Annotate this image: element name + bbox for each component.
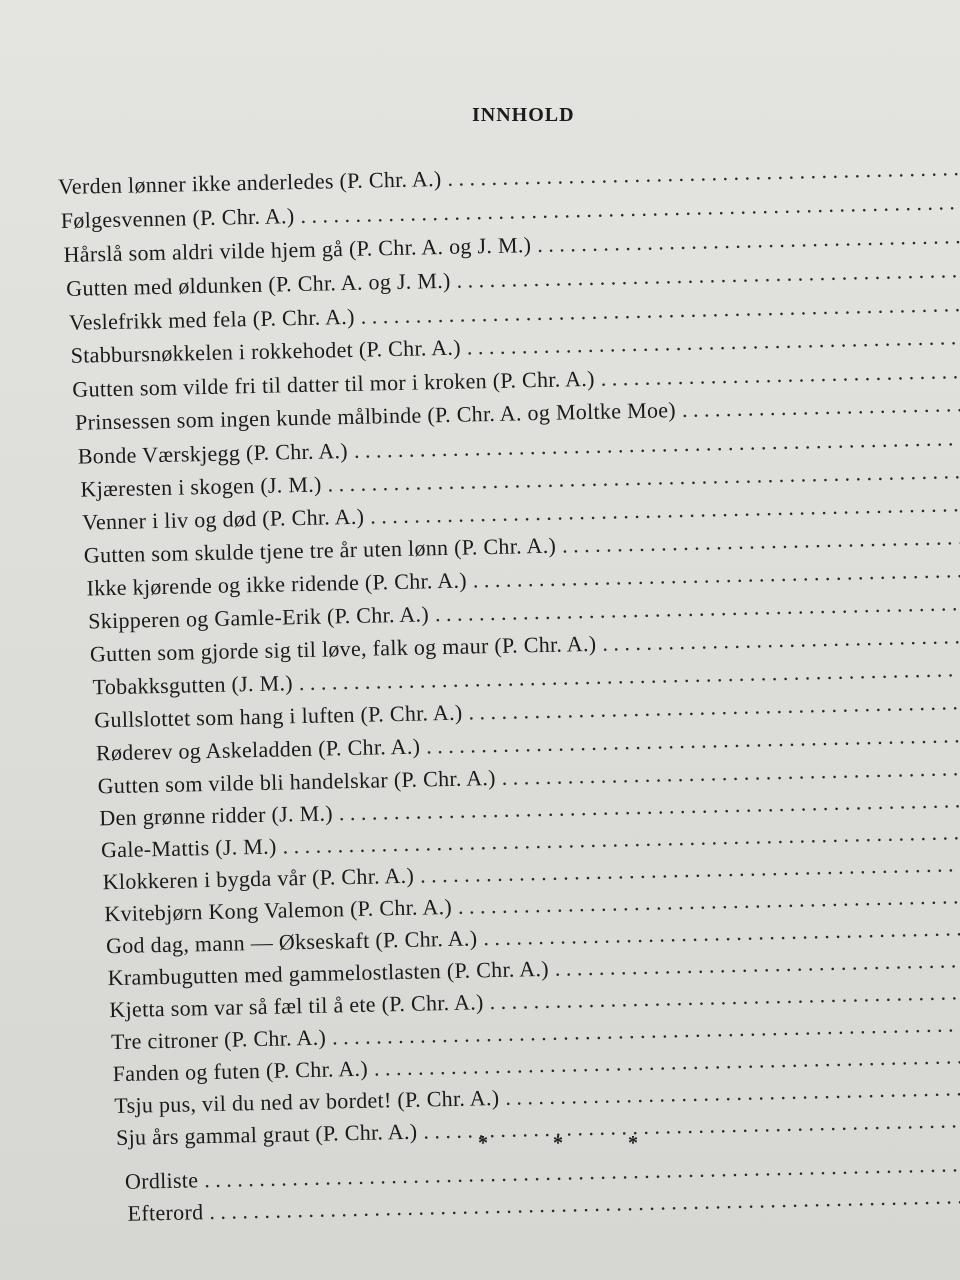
toc-entry-title: Prinsessen som ingen kunde målbinde (P. Chr. A. og Moltke Moe) (74, 397, 677, 435)
toc-entry-title: Tsju pus, vil du ned av bordet! (P. Chr. A.) (114, 1085, 500, 1119)
dot-leader (354, 423, 960, 464)
toc-entry-title: Den grønne ridder (J. M.) (99, 800, 334, 831)
dot-leader (600, 356, 960, 392)
dot-leader (370, 489, 960, 530)
dot-leader (456, 255, 960, 294)
toc-entry-title: Krambugutten med gammelostlasten (P. Chr. A.) (107, 955, 550, 991)
dot-leader (468, 686, 960, 725)
toc-entry-title: Skipperen og Gamle-Erik (P. Chr. A.) (87, 601, 430, 634)
toc-entry-title: Gutten som skulde tjene tre år uten lønn (P. Chr. A.) (83, 532, 557, 568)
toc-entry-title: Gullslottet som hang i luften (P. Chr. A.) (94, 699, 463, 733)
toc-entry-title: Gutten som vilde fri til datter til mor i kroken (P. Chr. A.) (72, 365, 595, 402)
toc-entry-title: Venner i liv og død (P. Chr. A.) (81, 503, 365, 535)
toc-entry-title: Verden lønner ikke anderledes (P. Chr. A.) (57, 166, 442, 200)
dot-leader (682, 389, 960, 423)
toc-entry-title: Røderev og Askeladden (P. Chr. A.) (95, 733, 421, 766)
dot-leader (562, 522, 960, 559)
toc-entry-title: Gale-Mattis (J. M.) (100, 833, 277, 863)
dot-leader (435, 588, 960, 628)
dot-leader (505, 1072, 960, 1111)
section-separator: * * * (478, 1132, 668, 1154)
toc-entry-title: Kjæresten i skogen (J. M.) (80, 471, 322, 502)
dot-leader (300, 187, 960, 229)
toc-entry-title: Gutten som gjorde sig til løve, falk og maur (P. Chr. A.) (89, 630, 597, 667)
dot-leader (602, 621, 960, 657)
dot-leader (555, 944, 960, 982)
toc-entry-title: Stabbursnøkkelen i rokkehodet (P. Chr. A.) (70, 334, 462, 368)
toc-entry-title: Hårslå som aldri vilde hjem gå (P. Chr. A. og J. M.) (63, 232, 532, 267)
toc-entry-title: Sju års gammal graut (P. Chr. A.) (115, 1118, 418, 1151)
toc-entry-title: Tobakksgutten (J. M.) (92, 670, 294, 700)
dot-leader (502, 752, 960, 790)
toc-entry-title: Fanden og futen (P. Chr. A.) (112, 1055, 369, 1087)
toc-entry-title: Ordliste (124, 1167, 199, 1194)
dot-leader (483, 912, 960, 951)
dot-leader (473, 555, 960, 594)
dot-leader (489, 976, 960, 1015)
dot-leader (360, 289, 960, 330)
toc-entry-title: Følgesvennen (P. Chr. A.) (60, 203, 295, 233)
dot-leader (426, 719, 960, 759)
dot-leader (447, 153, 960, 192)
toc-entry-title: Gutten med øldunken (P. Chr. A. og J. M.) (66, 267, 451, 301)
toc-entry-title: Kvitebjørn Kong Valemon (P. Chr. A.) (104, 893, 453, 927)
toc-entry-title: Efterord (127, 1199, 204, 1226)
dot-leader (537, 221, 960, 258)
toc-entry-title: Bonde Værskjegg (P. Chr. A.) (77, 438, 349, 469)
toc-entry-title: Klokkeren i bygda vår (P. Chr. A.) (102, 862, 415, 895)
toc-entry-title: Veslefrikk med fela (P. Chr. A.) (68, 303, 355, 335)
toc-entry-title: God dag, mann — Økseskaft (P. Chr. A.) (105, 925, 478, 959)
toc-entry-title: Kjetta som var så fæl til å ete (P. Chr. A.) (109, 989, 484, 1023)
toc-entry-title: Gutten som vilde bli handelskar (P. Chr. A.) (97, 765, 497, 799)
dot-leader (467, 322, 960, 361)
toc-entry-title: Tre citroner (P. Chr. A.) (110, 1024, 327, 1055)
page-heading: INNHOLD (472, 104, 575, 126)
toc-entry-title: Ikke kjørende og ikke ridende (P. Chr. A.) (86, 567, 468, 601)
